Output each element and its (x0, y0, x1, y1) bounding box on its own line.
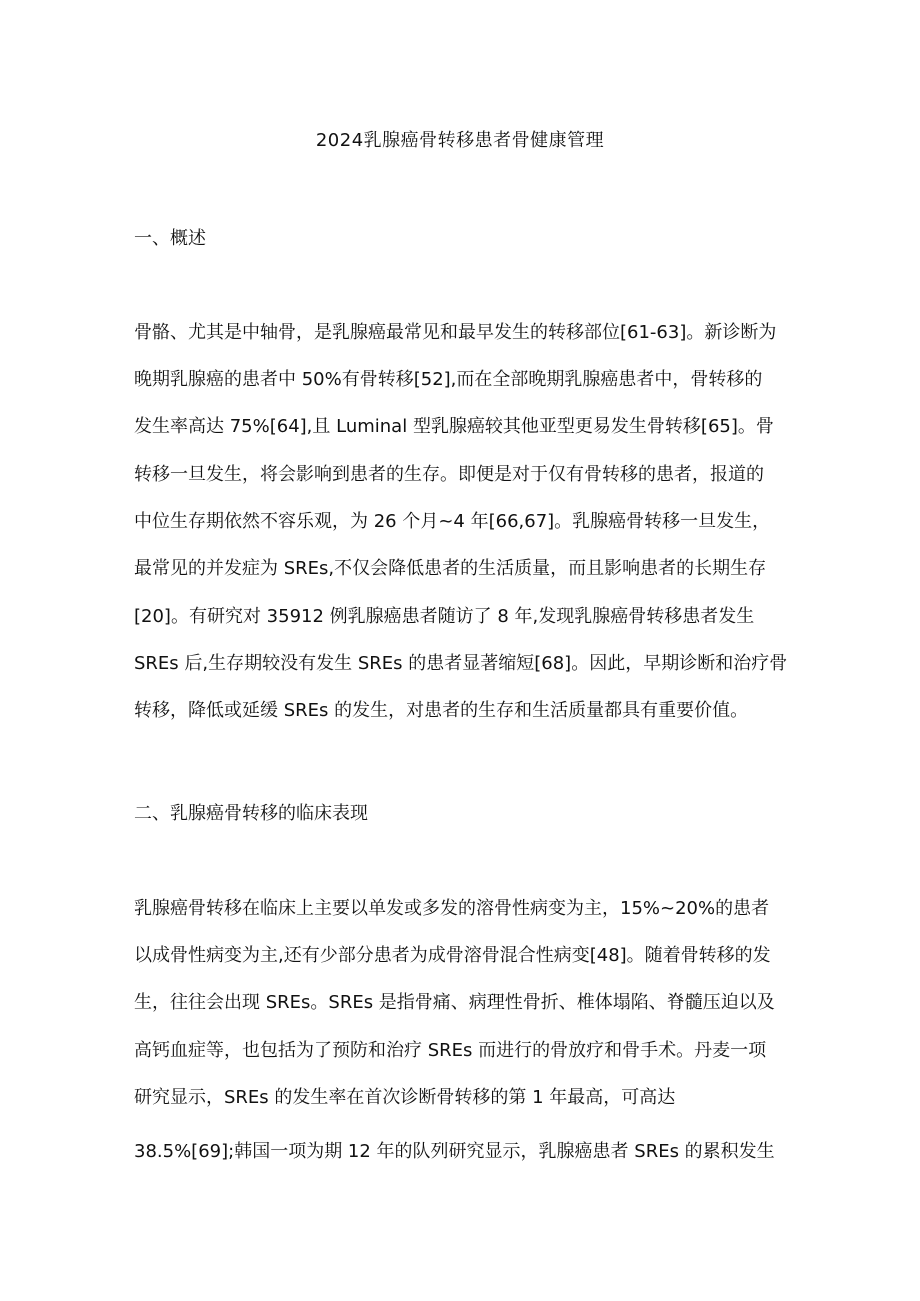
document-title: 2024乳腺癌骨转移患者骨健康管理 (315, 130, 605, 151)
section-heading-clinical-manifestations: 二、乳腺癌骨转移的临床表现 (134, 803, 368, 824)
paragraph-line: 生，往往会出现 SREs。SREs 是指骨痛、病理性骨折、椎体塌陷、脊髓压迫以及 (134, 992, 775, 1013)
paragraph-line: [20]。有研究对 35912 例乳腺癌患者随访了 8 年,发现乳腺癌骨转移患者发生 (134, 606, 755, 627)
paragraph-line: SREs 后,生存期较没有发生 SREs 的患者显著缩短[68]。因此，早期诊断和治疗骨 (134, 653, 788, 674)
paragraph-line: 转移一旦发生，将会影响到患者的生存。即便是对于仅有骨转移的患者，报道的 (134, 464, 764, 485)
paragraph-line: 以成骨性病变为主,还有少部分患者为成骨溶骨混合性病变[48]。随着骨转移的发 (134, 945, 771, 966)
paragraph-line: 最常见的并发症为 SREs,不仅会降低患者的生活质量，而且影响患者的长期生存 (134, 558, 767, 579)
paragraph-line: 发生率高达 75%[64],且 Luminal 型乳腺癌较其他亚型更易发生骨转移[65]。骨 (134, 416, 774, 437)
paragraph-line: 高钙血症等，也包括为了预防和治疗 SREs 而进行的骨放疗和骨手术。丹麦一项 (134, 1040, 767, 1061)
paragraph-line: 骨骼、尤其是中轴骨，是乳腺癌最常见和最早发生的转移部位[61-63]。新诊断为 (134, 322, 777, 343)
paragraph-line: 转移，降低或延缓 SREs 的发生，对患者的生存和生活质量都具有重要价值。 (134, 700, 749, 721)
paragraph-line: 38.5%[69];韩国一项为期 12 年的队列研究显示，乳腺癌患者 SREs 的累积发生 (134, 1141, 775, 1162)
paragraph-line: 乳腺癌骨转移在临床上主要以单发或多发的溶骨性病变为主，15%~20%的患者 (134, 898, 770, 919)
paragraph-line: 晚期乳腺癌的患者中 50%有骨转移[52],而在全部晚期乳腺癌患者中，骨转移的 (134, 369, 763, 390)
section-heading-overview: 一、概述 (134, 228, 206, 249)
paragraph-line: 中位生存期依然不容乐观，为 26 个月~4 年[66,67]。乳腺癌骨转移一旦发生， (134, 511, 771, 532)
paragraph-line: 研究显示，SREs 的发生率在首次诊断骨转移的第 1 年最高，可高达 (134, 1087, 676, 1108)
